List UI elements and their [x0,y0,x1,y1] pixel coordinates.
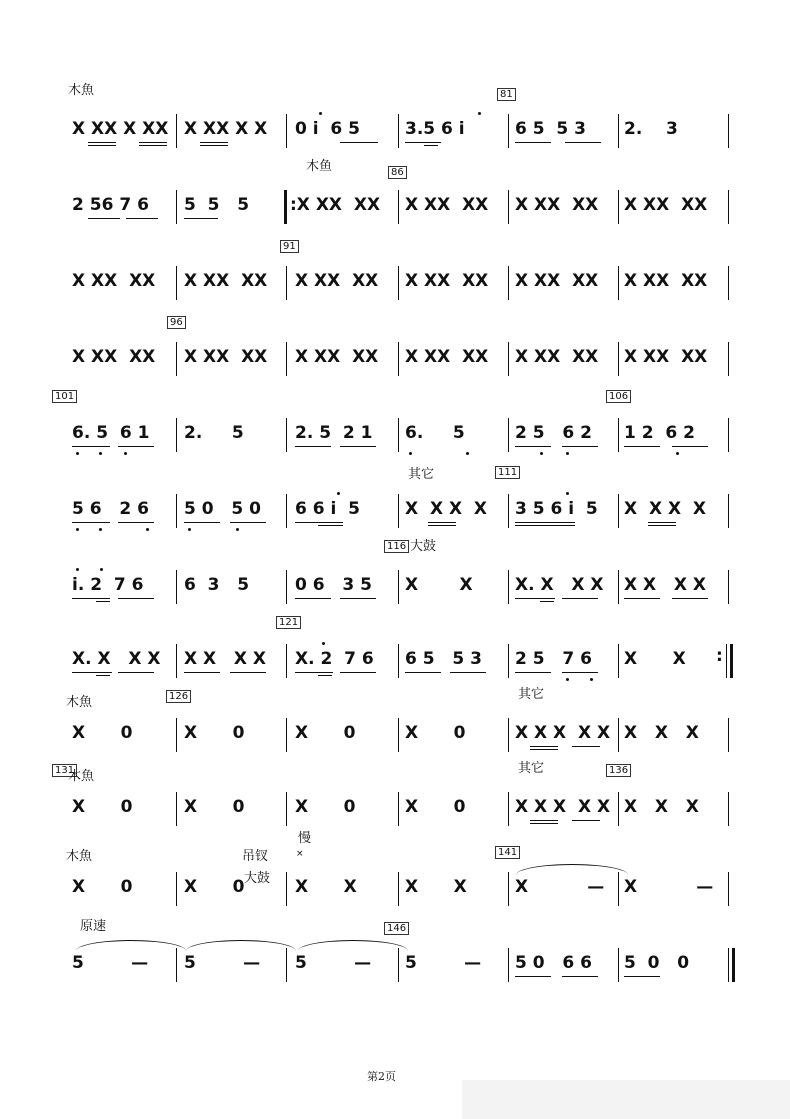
high-octave-dot [478,112,481,115]
barline [176,570,177,604]
beam-line [530,820,558,821]
low-octave-dot [99,528,102,531]
barline [398,644,399,678]
beam-line [96,601,110,602]
barline [508,570,509,604]
beam-line [648,525,676,526]
beam-line [72,446,110,447]
beam-line [340,598,376,599]
measure: 5 5 5 [184,195,250,215]
barline [286,948,287,982]
measure: X XX XX [184,271,268,291]
tie-arc [298,940,408,951]
small-x-mark: × [296,849,304,859]
measure: 2 56 7 6 [72,195,149,215]
repeat-end-dots: : [716,646,723,666]
instrument-label-muyu: 木魚 [68,83,95,98]
barline [508,644,509,678]
score-row-12 [0,919,790,986]
barline [618,418,619,452]
beam-line [295,446,331,447]
measure: X XX X X [184,119,268,139]
page-number: 第2页 [367,1070,396,1083]
beam-line [88,218,120,219]
barline [398,948,399,982]
barline [286,792,287,826]
beam-line [118,672,154,673]
tie-arc [76,940,186,951]
instrument-label-dagu: 大鼓 [244,871,271,886]
measure: 3.5 6 i [405,119,465,139]
beam-line [530,746,558,747]
barline [286,342,287,376]
barline [398,494,399,528]
measure-number-141: 141 [495,846,520,859]
measure: X X [405,877,467,897]
beam-line [295,522,343,523]
beam-line [624,598,660,599]
score-row-9 [0,687,790,756]
measure: :X XX XX [290,195,381,215]
final-barline [728,948,729,982]
beam-line [515,976,551,977]
low-octave-dot [76,528,79,531]
beam-line [295,598,331,599]
beam-line [428,525,456,526]
barline [728,570,729,604]
measure: 2. 5 [184,423,244,443]
measure: X 0 [72,877,133,897]
beam-line [318,675,332,676]
low-octave-dot [188,528,191,531]
measure: X XX XX [624,271,708,291]
beam-line [648,522,676,523]
low-octave-dot [466,452,469,455]
tempo-marking-man: 慢 [298,831,312,846]
barline [728,418,729,452]
measure: 2. 5 2 1 [295,423,373,443]
measure: X 0 [184,723,245,743]
barline [618,114,619,148]
barline [176,948,177,982]
measure: X XX XX [405,347,489,367]
barline [728,266,729,300]
barline [176,342,177,376]
barline [508,418,509,452]
measure: X XX XX [295,271,379,291]
score-row-2 [0,159,790,228]
measure: 5 0 6 6 [515,953,592,973]
beam-line [126,218,158,219]
measure: 6. 5 6 1 [72,423,150,443]
beam-line [562,446,598,447]
beam-line [200,145,228,146]
beam-line [72,598,110,599]
measure: X XX XX [515,195,599,215]
low-octave-dot [540,452,543,455]
barline [728,494,729,528]
barline [618,644,619,678]
measure-number-111: 111 [495,466,520,479]
low-octave-dot [99,452,102,455]
beam-line [450,672,486,673]
beam-line [624,976,660,977]
beam-line [562,598,598,599]
measure: X — [624,877,714,897]
measure: X 0 [295,723,356,743]
beam-line [200,142,228,143]
score-row-10 [0,761,790,830]
beam-line [562,976,598,977]
beam-line [515,598,555,599]
barline [618,266,619,300]
repeat-end-barline [726,644,727,678]
measure: X X X X [405,499,488,519]
high-octave-dot [76,568,79,571]
measure: X X X X [624,499,707,519]
barline [618,718,619,752]
measure: 5 6 2 6 [72,499,149,519]
score-row-6 [0,467,790,532]
beam-line [340,672,376,673]
measure: X XX XX [515,271,599,291]
measure: X XX XX [295,347,379,367]
measure: X X X X [624,575,707,595]
repeat-start-barline [284,190,287,224]
beam-line [118,522,154,523]
instrument-label-dagu: 大鼓 [410,539,437,554]
barline [286,494,287,528]
score-row-4 [0,317,790,380]
beam-line [72,522,110,523]
measure: 0 i 6 5 [295,119,360,139]
measure: 6. 5 [405,423,465,443]
barline [508,266,509,300]
low-octave-dot [409,452,412,455]
barline [618,342,619,376]
instrument-label-muyu: 木魚 [68,769,95,784]
beam-line [424,145,438,146]
measure: X. 2 7 6 [295,649,374,669]
measure-number-146: 146 [384,922,409,935]
low-octave-dot [676,452,679,455]
barline [618,872,619,906]
beam-line [88,142,116,143]
measure: 1 2 6 2 [624,423,695,443]
measure-number-81: 81 [497,88,516,101]
measure: X XX XX [624,195,708,215]
instrument-label-qita: 其它 [518,687,545,702]
measure: 6 5 5 3 [405,649,482,669]
barline [286,644,287,678]
barline [618,494,619,528]
measure: X. X X X [515,575,604,595]
barline [618,190,619,224]
barline [286,872,287,906]
measure: X 0 [295,797,356,817]
measure-number-121: 121 [276,616,301,629]
instrument-label-qita: 其它 [408,467,435,482]
barline [508,114,509,148]
beam-line [565,142,601,143]
high-octave-dot [100,568,103,571]
measure-number-91: 91 [280,240,299,253]
barline [728,342,729,376]
beam-line [428,522,456,523]
repeat-end-barline [730,644,733,678]
measure: 0 6 3 5 [295,575,372,595]
barline [398,342,399,376]
measure-number-136: 136 [606,764,631,777]
barline [176,718,177,752]
measure: X 0 [184,877,245,897]
measure: X. X X X [72,649,161,669]
measure: X 0 [184,797,245,817]
measure: 2 5 6 2 [515,423,592,443]
tie-arc [516,864,628,875]
barline [286,570,287,604]
barline [286,718,287,752]
beam-line [572,746,600,747]
barline [286,266,287,300]
low-octave-dot [566,678,569,681]
beam-line [515,446,551,447]
low-octave-dot [590,678,593,681]
score-row-8 [0,617,790,682]
measure: X X X X X [515,797,611,817]
measure: X X X X X [515,723,611,743]
measure: 5 0 0 [624,953,690,973]
instrument-label-muyu: 木魚 [66,849,93,864]
measure: X XX XX [515,347,599,367]
barline [176,792,177,826]
beam-line [184,522,220,523]
final-barline [732,948,735,982]
instrument-label-muyu: 木魚 [66,695,93,710]
beam-line [572,820,600,821]
barline [508,190,509,224]
measure-number-86: 86 [388,166,407,179]
barline [176,114,177,148]
beam-line [318,525,343,526]
barline [286,114,287,148]
low-octave-dot [76,452,79,455]
high-octave-dot [566,492,569,495]
beam-line [96,675,110,676]
barline [176,418,177,452]
barline [728,718,729,752]
barline [398,718,399,752]
barline [398,418,399,452]
measure-number-131: 131 [52,764,77,777]
measure: X XX XX [405,195,489,215]
measure: X XX XX [624,347,708,367]
barline [398,190,399,224]
high-octave-dot [337,492,340,495]
beam-line [230,672,266,673]
high-octave-dot [319,112,322,115]
measure: X X [624,649,686,669]
beam-line [672,446,708,447]
beam-line [72,672,112,673]
beam-line [405,672,441,673]
low-octave-dot [236,528,239,531]
barline [176,190,177,224]
beam-line [295,672,333,673]
low-octave-dot [124,452,127,455]
measure: 3 5 6 i 5 [515,499,598,519]
measure: 6 6 i 5 [295,499,360,519]
barline [618,948,619,982]
beam-line [184,672,220,673]
measure: 5 — [184,953,261,973]
beam-line [184,218,218,219]
measure: 5 — [405,953,482,973]
measure: X XX XX [405,271,489,291]
instrument-label-muyu: 木鱼 [306,159,333,174]
measure: 2 5 7 6 [515,649,592,669]
barline [398,872,399,906]
measure: X XX XX [72,347,156,367]
measure-number-96: 96 [167,316,186,329]
measure: X XX XX [72,271,156,291]
barline [398,114,399,148]
beam-line [139,145,167,146]
measure: i. 2 7 6 [72,575,144,595]
beam-line [530,749,558,750]
barline [508,872,509,906]
beam-line [88,145,116,146]
high-octave-dot [322,642,325,645]
page-corner-shade [462,1080,790,1119]
barline [508,948,509,982]
beam-line [139,142,167,143]
barline [508,718,509,752]
measure: X X X [624,723,699,743]
measure: 5 — [295,953,372,973]
barline [398,570,399,604]
beam-line [340,446,376,447]
measure: X 0 [405,797,466,817]
measure: X 0 [72,797,133,817]
instrument-label-qita: 其它 [518,761,545,776]
barline [508,342,509,376]
barline [618,792,619,826]
barline [508,792,509,826]
measure: X XX XX [184,347,268,367]
score-row-1 [0,83,790,152]
measure: X 0 [72,723,133,743]
measure: X XX X XX [72,119,169,139]
beam-line [530,823,558,824]
barline [728,114,729,148]
beam-line [624,446,660,447]
score-row-7 [0,539,790,608]
measure: X X X X [184,649,267,669]
barline [398,266,399,300]
measure: X X [405,575,473,595]
barline [176,872,177,906]
instrument-label-diaocha: 吊钗 [242,849,269,864]
beam-line [515,142,551,143]
beam-line [562,672,598,673]
barline [176,266,177,300]
barline [618,570,619,604]
measure: X X X [624,797,699,817]
measure-number-106: 106 [606,390,631,403]
low-octave-dot [566,452,569,455]
barline [728,792,729,826]
beam-line [230,522,266,523]
measure: 6 5 5 3 [515,119,586,139]
beam-line [340,142,378,143]
measure: 5 — [72,953,149,973]
measure: X X [295,877,357,897]
measure: 2. 3 [624,119,678,139]
score-row-3 [0,241,790,304]
score-row-5 [0,391,790,456]
beam-line [118,598,154,599]
barline [176,644,177,678]
measure: 6 3 5 [184,575,250,595]
measure-number-126: 126 [166,690,191,703]
low-octave-dot [146,528,149,531]
barline [398,792,399,826]
barline [728,872,729,906]
beam-line [515,672,551,673]
tie-arc [186,940,296,951]
barline [286,418,287,452]
measure-number-116: 116 [384,540,409,553]
beam-line [515,525,575,526]
beam-line [118,446,154,447]
measure: X 0 [405,723,466,743]
beam-line [405,142,441,143]
beam-line [515,522,575,523]
barline [176,494,177,528]
measure: 5 0 5 0 [184,499,261,519]
beam-line [672,598,708,599]
tempo-marking-yuansu: 原速 [80,919,107,934]
score-row-11 [0,831,790,910]
measure: X — [515,877,605,897]
measure-number-101: 101 [52,390,77,403]
barline [508,494,509,528]
beam-line [540,601,554,602]
barline [728,190,729,224]
